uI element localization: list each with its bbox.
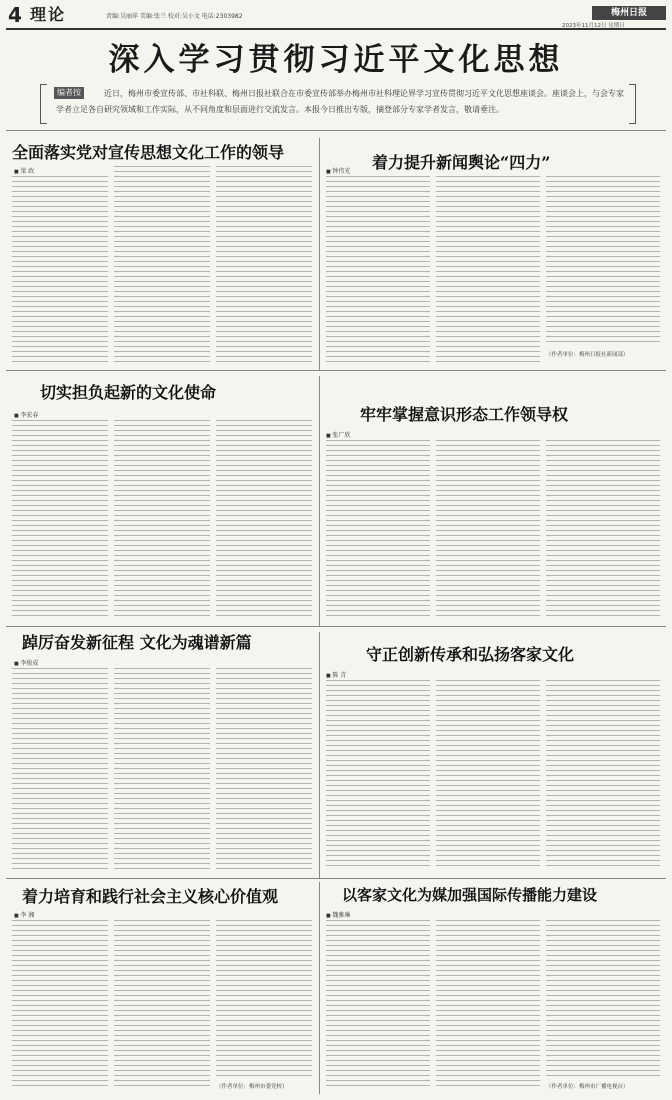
divider bbox=[6, 130, 666, 131]
paper-logo: 梅州日报 bbox=[592, 6, 666, 20]
divider bbox=[319, 632, 320, 878]
article-title: 切实担负起新的文化使命 bbox=[40, 383, 217, 402]
article-body bbox=[216, 920, 312, 1078]
divider bbox=[319, 376, 320, 626]
author-affiliation: （作者单位：梅州市广播电视台） bbox=[546, 1084, 629, 1090]
bracket-left bbox=[40, 84, 47, 124]
divider bbox=[6, 626, 666, 627]
article-author: ■ 陈 青 bbox=[326, 670, 346, 679]
article-body bbox=[12, 176, 108, 362]
article-body bbox=[546, 680, 660, 870]
article-title: 着力提升新闻舆论“四力” bbox=[372, 153, 551, 172]
article-body bbox=[216, 420, 312, 618]
article-body bbox=[114, 420, 210, 618]
article-body bbox=[436, 440, 540, 618]
bracket-right bbox=[629, 84, 636, 124]
article-body bbox=[326, 176, 430, 362]
article-body bbox=[326, 680, 430, 870]
article-title: 全面落实党对宣传思想文化工作的领导 bbox=[12, 143, 285, 162]
article-author: ■ 李俊成 bbox=[14, 658, 38, 667]
article-body bbox=[436, 680, 540, 870]
editor-note bbox=[40, 84, 636, 124]
article-body bbox=[12, 920, 108, 1090]
article-title: 牢牢掌握意识形态工作领导权 bbox=[360, 405, 569, 424]
article-body bbox=[546, 176, 660, 344]
article-body bbox=[326, 920, 430, 1090]
article-body bbox=[546, 920, 660, 1076]
article-author: ■ 李宏春 bbox=[14, 410, 38, 419]
page-number: 4 bbox=[8, 3, 22, 27]
article-body bbox=[216, 166, 312, 362]
article-title: 守正创新传承和弘扬客家文化 bbox=[366, 645, 575, 664]
article-body bbox=[114, 166, 210, 362]
article-title: 以客家文化为媒加强国际传播能力建设 bbox=[342, 886, 598, 904]
article-body bbox=[114, 920, 210, 1090]
page-title: 深入学习贯彻习近平文化思想 bbox=[108, 42, 564, 78]
divider bbox=[319, 138, 320, 370]
article-author: ■ 李 湘 bbox=[14, 910, 34, 919]
article-title: 踔厉奋发新征程 文化为魂谱新篇 bbox=[22, 633, 252, 652]
editor-note-badge: 编者按 bbox=[54, 87, 84, 99]
article-author: ■ 张广欣 bbox=[326, 430, 350, 439]
article-author: ■ 钟伟光 bbox=[326, 166, 350, 175]
article-body bbox=[326, 440, 430, 618]
article-body bbox=[114, 668, 210, 870]
section-name: 理论 bbox=[30, 5, 67, 24]
article-body bbox=[436, 920, 540, 1090]
author-affiliation: （作者单位：梅州日报社新闻部） bbox=[546, 352, 629, 358]
article-body bbox=[546, 440, 660, 618]
divider bbox=[319, 882, 320, 1094]
article-body bbox=[216, 668, 312, 870]
masthead bbox=[6, 4, 666, 30]
editor-credits: 责编:吴丽萍 美编:张兰 校对:吴小文 电话:2303982 bbox=[106, 13, 243, 20]
article-body bbox=[436, 176, 540, 362]
issue-date: 2023年11月12日 星期日 bbox=[562, 23, 625, 29]
article-title: 着力培育和践行社会主义核心价值观 bbox=[22, 887, 279, 906]
divider bbox=[6, 370, 666, 371]
author-affiliation: （作者单位：梅州市委党校） bbox=[216, 1084, 288, 1090]
editor-note-text: 近日，梅州市委宣传部、市社科联、梅州日报社联合在市委宣传部举办梅州市社科理论界学习宣传贯彻习近平文化思想座谈会。座谈会上，与会专家学者立足各自研究领域和工作实际，从不同角度和层面进行交流发言。本报今日推出专版，摘登部分专家学者发言，敬请垂注。 bbox=[56, 89, 624, 114]
article-author: ■ 梁 政 bbox=[14, 166, 34, 175]
article-author: ■ 魏雅琳 bbox=[326, 910, 350, 919]
article-body bbox=[12, 420, 108, 618]
article-body bbox=[12, 668, 108, 870]
divider bbox=[6, 878, 666, 879]
